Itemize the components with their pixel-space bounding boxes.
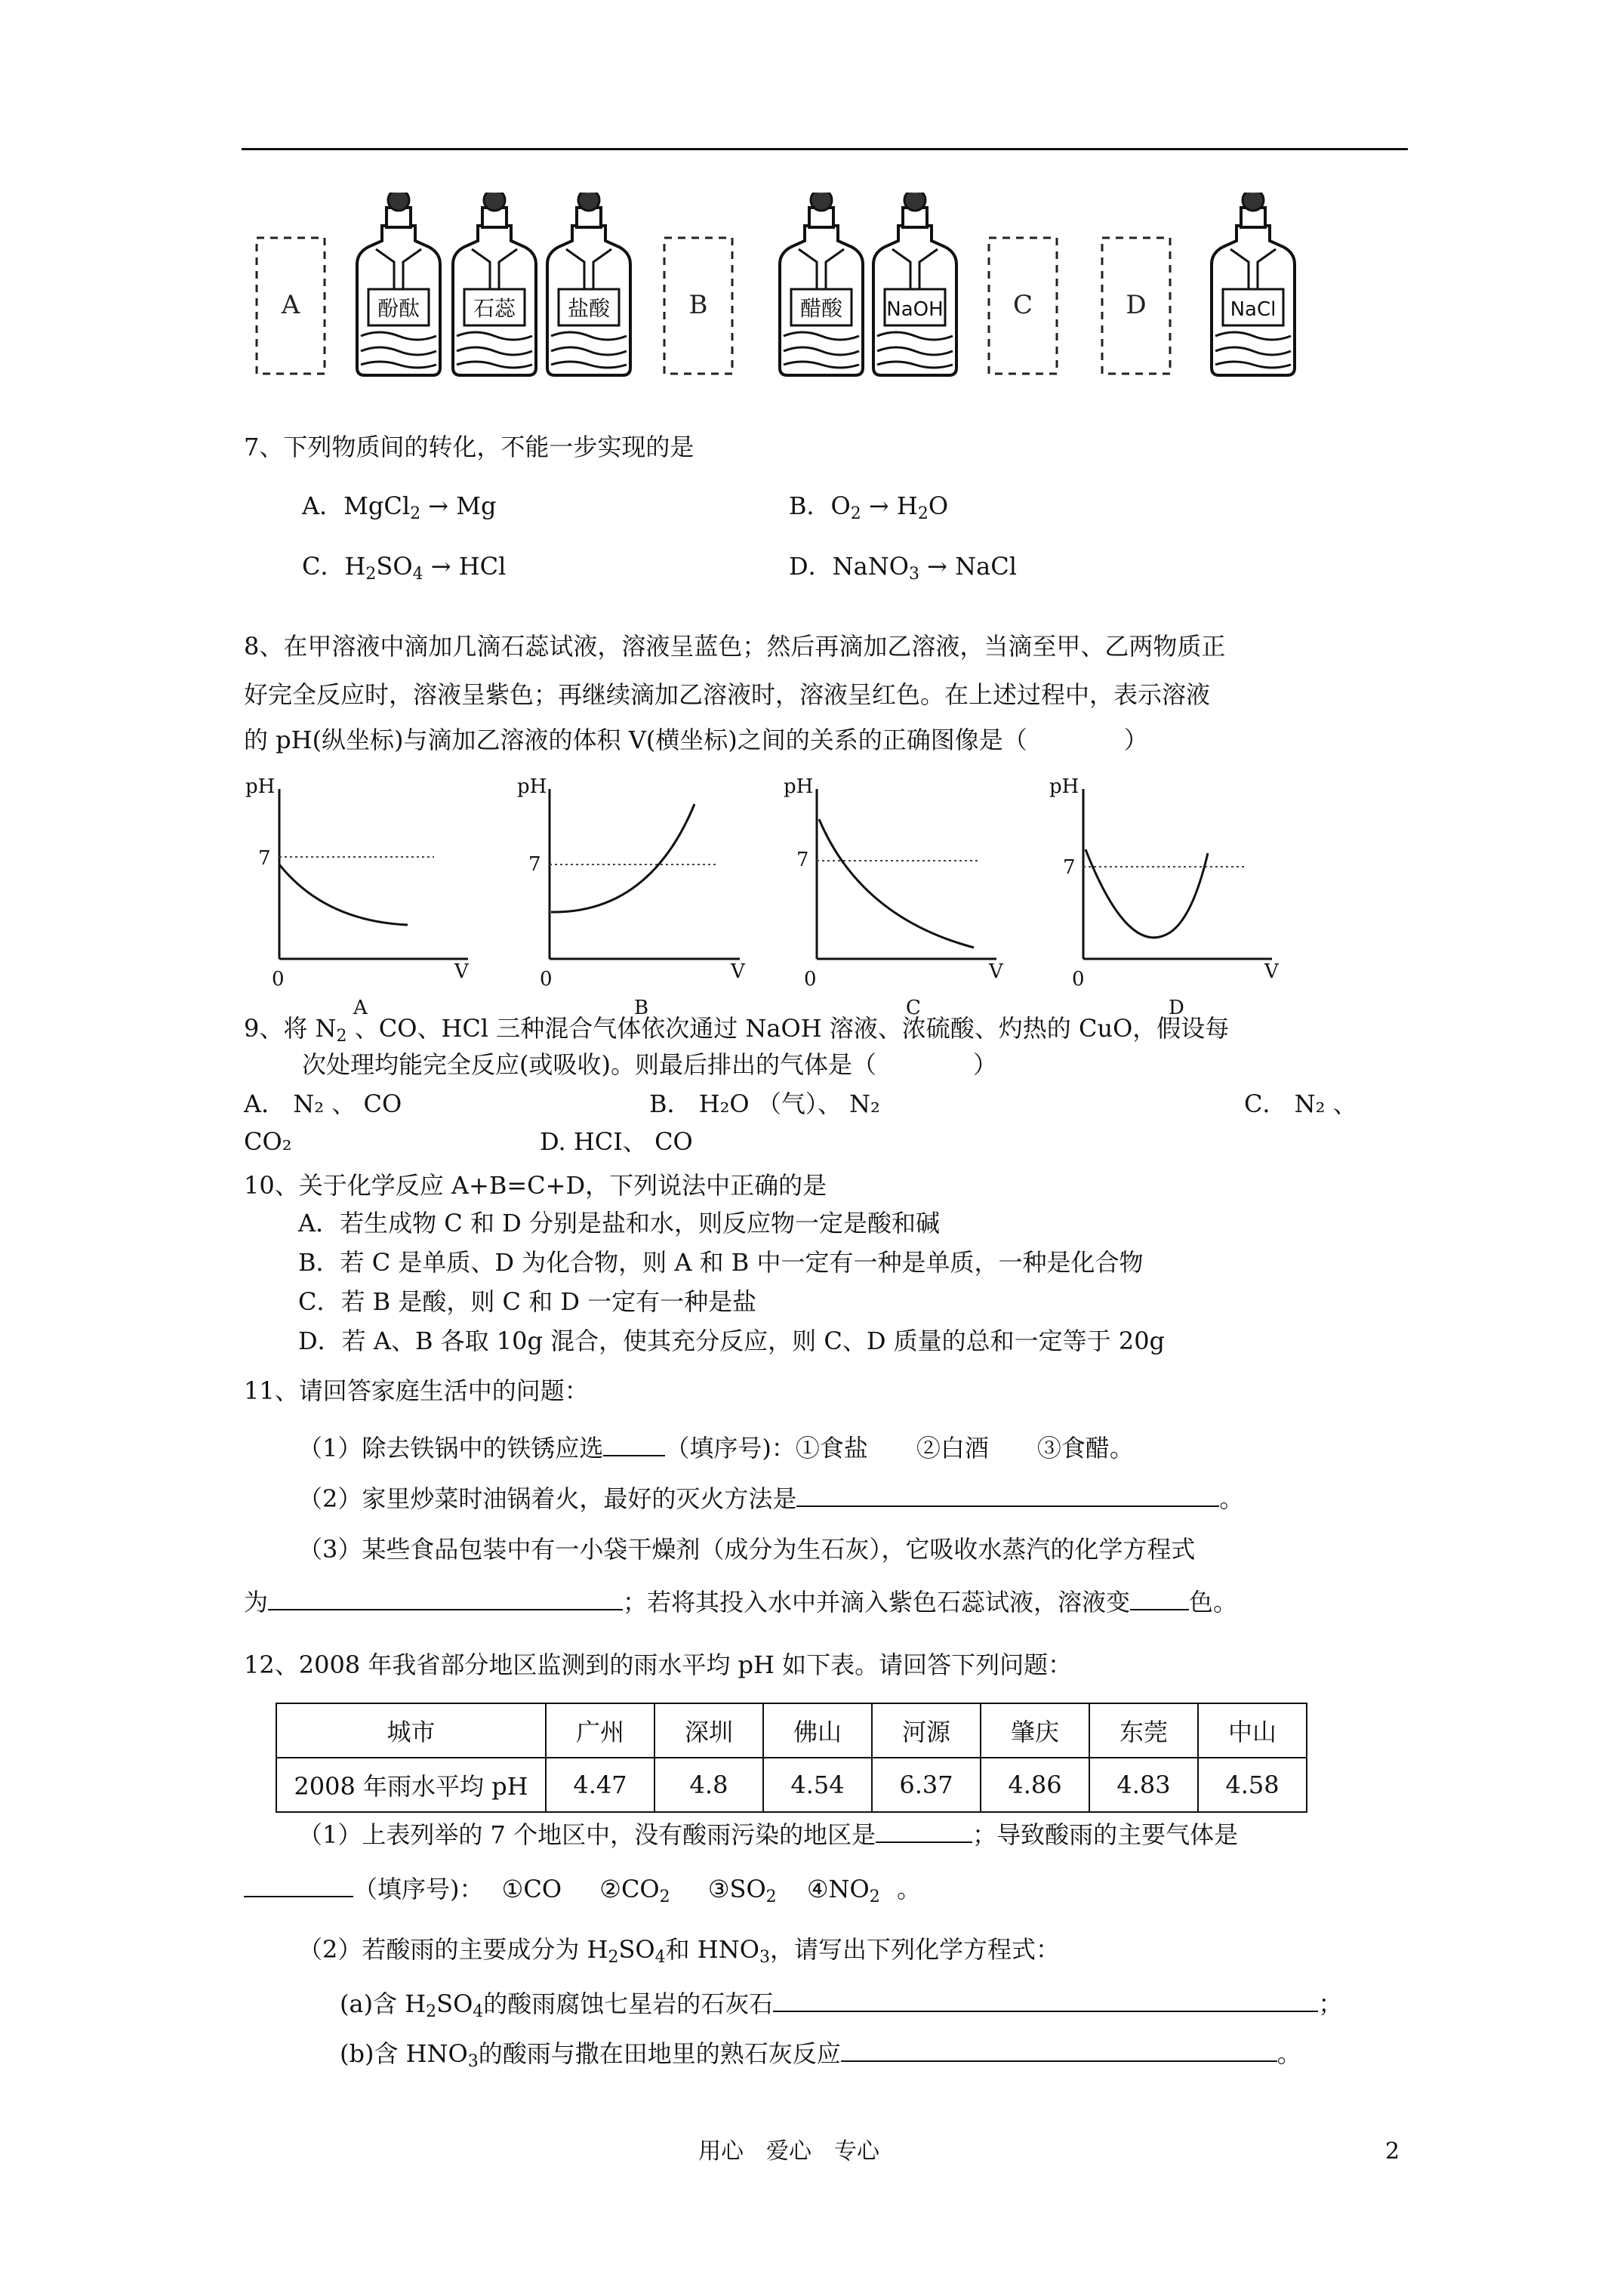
q8-line-1: 8、在甲溶液中滴加几滴石蕊试液，溶液呈蓝色；然后再滴加乙溶液，当滴至甲、乙两物质正 xyxy=(244,632,1226,661)
rain-ph-table xyxy=(276,1703,1307,1813)
page-number: 2 xyxy=(1385,2138,1400,2165)
table-cell: 4.83 xyxy=(1089,1758,1198,1812)
table-cell: 佛山 xyxy=(763,1703,872,1758)
q10-option-a: A．若生成物 C 和 D 分别是盐和水，则反应物一定是酸和碱 xyxy=(298,1209,940,1237)
graph-b-ref-7: 7 xyxy=(528,853,541,876)
box-label-c: C xyxy=(1012,290,1033,320)
table-cell: 东莞 xyxy=(1089,1703,1198,1758)
q11-part-1: （1）除去铁锅中的铁锈应选 （填序号)：①食盐 ②白酒 ③食醋。 xyxy=(298,1434,1134,1462)
q7-option-b: B．$O_2 \to H_2O$ xyxy=(789,492,949,523)
q12-stem: 12、2008 年我省部分地区监测到的雨水平均 pH 如下表。请回答下列问题： xyxy=(244,1650,1073,1679)
table-cell: 4.58 xyxy=(1198,1758,1307,1812)
bottle-litmus xyxy=(453,193,536,375)
graph-b-origin: 0 xyxy=(540,968,553,991)
q10-option-d: D．若 A、B 各取 10g 混合，使其充分反应，则 C、D 质量的总和一定等于 20g xyxy=(298,1327,1166,1355)
bottle-label-nacl: NaCl xyxy=(1230,298,1277,321)
q11-blank-1[interactable] xyxy=(603,1434,665,1456)
table-cell: 2008 年雨水平均 pH xyxy=(276,1758,546,1812)
table-row xyxy=(276,1758,1307,1812)
q7-option-a: A．MgCl$_2$ → Mg xyxy=(302,492,497,523)
table-cell: 4.47 xyxy=(546,1758,654,1812)
bottle-label-phenolphthalein: 酚酞 xyxy=(377,296,420,321)
header-rule xyxy=(242,148,1408,150)
q12-blank-2[interactable] xyxy=(244,1875,353,1897)
graph-d-caption: D xyxy=(1169,997,1184,1015)
graph-a xyxy=(245,775,470,1015)
q7-option-c: C．$H_2SO_4$ → HCl xyxy=(302,552,507,584)
q7-stem: 7、下列物质间的转化，不能一步实现的是 xyxy=(244,433,694,461)
q11-blank-2[interactable] xyxy=(796,1484,1219,1507)
graph-b xyxy=(517,775,746,1015)
bottle-label-litmus: 石蕊 xyxy=(473,296,516,321)
apparatus-figure xyxy=(242,193,1344,389)
q9-option-c: C． N₂ 、 xyxy=(1244,1089,1357,1118)
table-cell: 河源 xyxy=(872,1703,981,1758)
table-cell: 深圳 xyxy=(654,1703,763,1758)
table-cell: 广州 xyxy=(546,1703,654,1758)
bottle-label-acetic-acid: 醋酸 xyxy=(799,296,843,321)
bottle-phenolphthalein xyxy=(357,193,440,375)
graph-d-origin: 0 xyxy=(1072,968,1085,991)
q7-option-d: D．NaNO$_3$ → NaCl xyxy=(789,552,1017,584)
graph-a-origin: 0 xyxy=(272,968,285,991)
table-cell: 中山 xyxy=(1198,1703,1307,1758)
table-cell: 4.8 xyxy=(654,1758,763,1812)
footer-motto: 用心 爱心 专心 xyxy=(698,2138,879,2165)
q12-blank-1[interactable] xyxy=(876,1820,972,1843)
bottle-nacl xyxy=(1212,193,1295,375)
graph-d-ref-7: 7 xyxy=(1063,856,1076,879)
q9-line-2: 次处理均能完全反应(或吸收)。则最后排出的气体是（ ） xyxy=(302,1050,997,1079)
q9-option-a: A． N₂ 、 CO xyxy=(244,1089,402,1118)
graph-d-x-label: V xyxy=(1264,960,1279,983)
graph-c-origin: 0 xyxy=(804,968,817,991)
box-label-b: B xyxy=(688,290,708,320)
q8-graphs xyxy=(242,774,1298,1015)
graph-a-y-label: pH xyxy=(245,775,276,798)
q8-line-3: 的 pH(纵坐标)与滴加乙溶液的体积 V(横坐标)之间的关系的正确图像是（ ） xyxy=(244,726,1148,754)
q12-part-2b: (b)含 $HNO_3$的酸雨与撒在田地里的熟石灰反应 。 xyxy=(340,2039,1301,2071)
table-cell: 城市 xyxy=(276,1703,546,1758)
q11-blank-4[interactable] xyxy=(1130,1588,1189,1610)
graph-b-x-label: V xyxy=(731,960,745,983)
q10-option-c: C．若 B 是酸，则 C 和 D 一定有一种是盐 xyxy=(298,1287,757,1316)
q11-part-2: （2）家里炒菜时油锅着火，最好的灭火方法是 。 xyxy=(298,1484,1244,1513)
graph-c-caption: C xyxy=(906,997,921,1015)
q12-part-1: （1）上表列举的 7 个地区中，没有酸雨污染的地区是 ；导致酸雨的主要气体是 xyxy=(298,1820,1239,1849)
graph-c-x-label: V xyxy=(989,960,1003,983)
graph-d-y-label: pH xyxy=(1049,775,1079,798)
q8-line-2: 好完全反应时，溶液呈紫色；再继续滴加乙溶液时，溶液呈红色。在上述过程中，表示溶液 xyxy=(244,680,1211,709)
graph-a-x-label: V xyxy=(454,960,469,983)
table-header-row xyxy=(276,1703,1307,1758)
box-label-a: A xyxy=(281,290,300,320)
q12-part-2: （2）若酸雨的主要成分为 $H_2SO_4$和 $HNO_3$，请写出下列化学方程式： xyxy=(298,1935,1060,1967)
graph-c-y-label: pH xyxy=(784,775,814,798)
q10-option-b: B．若 C 是单质、D 为化合物，则 A 和 B 中一定有一种是单质，一种是化合物 xyxy=(298,1248,1144,1277)
q9-line-1: 9、将 $N_2$ 、CO、HCl 三种混合气体依次通过 NaOH 溶液、浓硫酸、灼热的 CuO，假设每 xyxy=(244,1014,1230,1046)
graph-c xyxy=(784,775,1004,1015)
q9-option-d: D. HCI、 CO xyxy=(540,1127,693,1156)
graph-d xyxy=(1049,775,1280,1015)
q11-blank-3[interactable] xyxy=(268,1588,623,1610)
table-cell: 4.86 xyxy=(981,1758,1089,1812)
box-label-d: D xyxy=(1126,290,1147,320)
bottle-acetic-acid xyxy=(780,193,863,375)
q12-part-2a: (a)含 $H_2SO_4$的酸雨腐蚀七星岩的石灰石 ； xyxy=(340,1989,1343,2021)
q11-part-3: （3）某些食品包装中有一小袋干燥剂（成分为生石灰），它吸收水蒸汽的化学方程式 xyxy=(298,1535,1196,1564)
graph-b-y-label: pH xyxy=(517,775,547,798)
q9-option-c-cont: CO₂ xyxy=(244,1127,292,1156)
table-cell: 6.37 xyxy=(872,1758,981,1812)
graph-a-caption: A xyxy=(353,997,368,1015)
bottle-hcl xyxy=(547,193,630,375)
q12-part-1-cont: （填序号)： ①CO $②CO_2$ $③SO_2$ $④NO_2$ 。 xyxy=(244,1874,921,1904)
graph-a-ref-7: 7 xyxy=(258,847,271,870)
table-cell: 4.54 xyxy=(763,1758,872,1812)
q9-option-b: B． H₂O （气）、 N₂ xyxy=(649,1089,880,1118)
q10-stem: 10、关于化学反应 A+B=C+D，下列说法中正确的是 xyxy=(244,1171,827,1200)
bottle-label-hcl: 盐酸 xyxy=(567,296,611,321)
graph-b-caption: B xyxy=(634,997,649,1015)
q12-blank-3[interactable] xyxy=(773,1989,1318,2012)
graph-c-ref-7: 7 xyxy=(796,849,809,871)
q12-blank-4[interactable] xyxy=(841,2039,1277,2062)
q11-stem: 11、请回答家庭生活中的问题： xyxy=(244,1376,589,1405)
table-cell: 肇庆 xyxy=(981,1703,1089,1758)
bottle-naoh xyxy=(873,193,956,375)
bottle-label-naoh: NaOH xyxy=(886,298,944,321)
q11-part-3-cont: 为 ；若将其投入水中并滴入紫色石蕊试液，溶液变 色。 xyxy=(244,1588,1238,1616)
